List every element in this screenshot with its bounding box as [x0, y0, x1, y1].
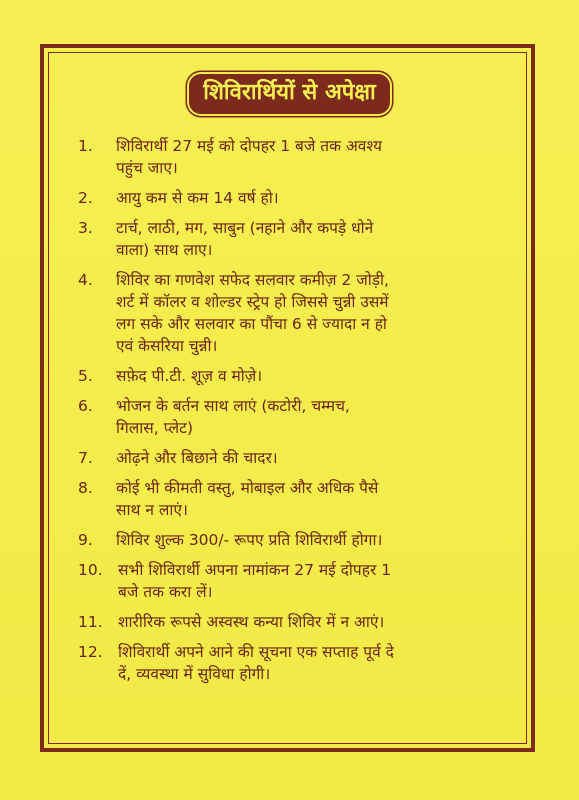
list-item-number: 11.: [78, 613, 103, 631]
list-item-text: शिविर शुल्क 300/- रूपए प्रति शिविरार्थी होगा।: [116, 531, 383, 549]
list-item-text: दें, व्यवस्था में सुविधा होगी।: [118, 665, 271, 683]
list-item-text: सभी शिविरार्थी अपना नामांकन 27 मई दोपहर 1: [118, 561, 392, 579]
list-item: [78, 365, 508, 387]
list-item-number: 9.: [78, 531, 93, 549]
list-item-text: लग सके और सलवार का पौंचा 6 से ज्यादा न हो: [116, 315, 387, 333]
list-item: [78, 529, 508, 551]
expectations-list: [78, 135, 508, 693]
list-item: [78, 611, 508, 633]
list-item: [78, 395, 508, 439]
list-item-text: बजे तक करा लें।: [118, 583, 213, 601]
list-item-number: 8.: [78, 479, 93, 497]
list-item-text: ओढ़ने और बिछाने की चादर।: [116, 449, 278, 467]
list-item: [78, 269, 508, 357]
list-item-text: सफ़ेद पी.टी. शूज़ व मोज़े।: [116, 367, 263, 385]
list-item: [78, 135, 508, 179]
title-container: [0, 74, 579, 114]
list-item-number: 1.: [78, 137, 93, 155]
list-item-text: शिविरार्थी 27 मई को दोपहर 1 बजे तक अवश्य: [116, 137, 383, 155]
list-item-text: शिविरार्थी अपने आने की सूचना एक सप्ताह पूर्व दे: [118, 643, 394, 661]
list-item: [78, 447, 508, 469]
list-item-text: पहुंच जाए।: [116, 159, 178, 177]
list-item-number: 2.: [78, 189, 93, 207]
list-item-text: कोई भी कीमती वस्तु, मोबाइल और अधिक पैसे: [116, 479, 379, 497]
list-item-text: वाला) साथ लाए।: [116, 241, 213, 259]
list-item-text: एवं केसरिया चुन्नी।: [116, 337, 218, 355]
list-item-number: 6.: [78, 397, 93, 415]
list-item: [78, 187, 508, 209]
list-item-number: 5.: [78, 367, 93, 385]
list-item: [78, 559, 508, 603]
list-item-text: भोजन के बर्तन साथ लाएं (कटोरी, चम्मच,: [116, 397, 350, 415]
list-item-number: 7.: [78, 449, 93, 467]
list-item-text: आयु कम से कम 14 वर्ष हो।: [116, 189, 279, 207]
list-item-number: 3.: [78, 219, 93, 237]
page-title: शिविरार्थियों से अपेक्षा: [189, 74, 389, 114]
list-item-text: शर्ट में कॉलर व शोल्डर स्ट्रेप हो जिससे चुन्नी उसमें: [116, 293, 389, 311]
list-item-number: 4.: [78, 271, 93, 289]
list-item-text: टार्च, लाठी, मग, साबुन (नहाने और कपड़े धोने: [116, 219, 374, 237]
list-item-number: 10.: [78, 561, 103, 579]
list-item-text: शिविर का गणवेश सफेद सलवार कमीज़ 2 जोड़ी,: [116, 271, 389, 289]
list-item-text: गिलास, प्लेट): [116, 419, 194, 437]
list-item: [78, 217, 508, 261]
list-item: [78, 641, 508, 685]
list-item-text: साथ न लाएं।: [116, 501, 188, 519]
list-item: [78, 477, 508, 521]
list-item-number: 12.: [78, 643, 103, 661]
list-item-text: शारीरिक रूपसे अस्वस्थ कन्या शिविर में न आएं।: [118, 613, 385, 631]
